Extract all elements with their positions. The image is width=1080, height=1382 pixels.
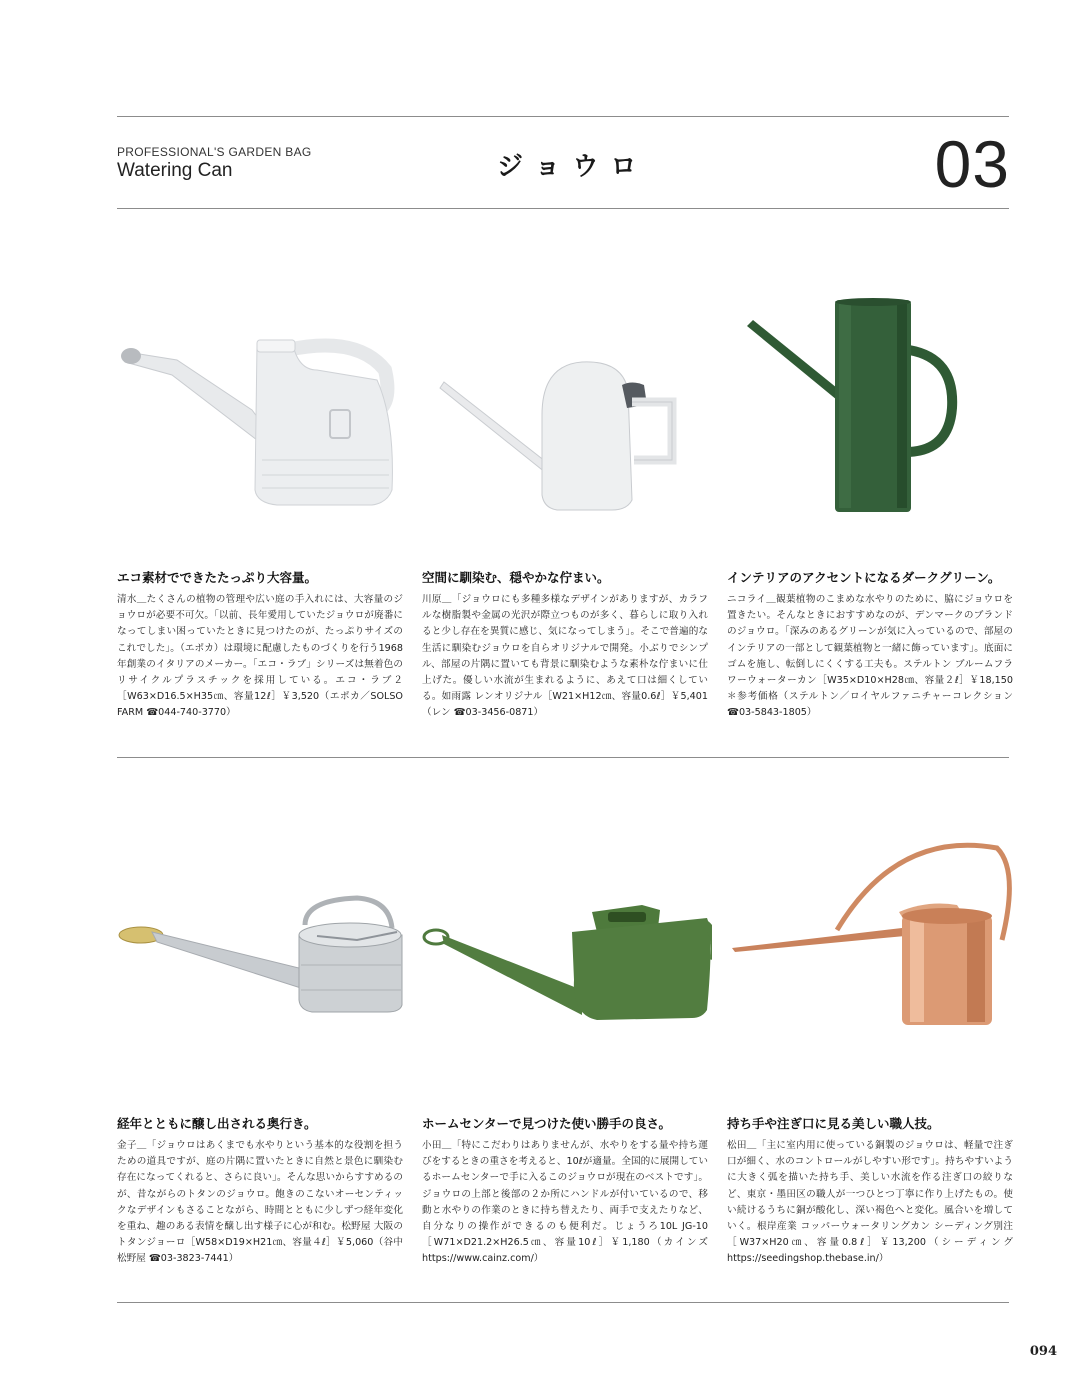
product-description: 小田＿「特にこだわりはありませんが、水やりをする量や持ち運びをするときの重さを考えると、10ℓが適量。全国的に展開しているホームセンターで手に入るこのジョウロが現在のベストです」。ジョウロの上部と後部の２か所にハンドルが付いているので、移動と水やりの作業のときに持ち替えたり、両手で支えたりなど、自分なりの操作ができるのも便利だ。じょうろ10L JG-10［W71×D21.2×H26.5㎝、容量10ℓ］￥1,180（カインズ https://www.cainz.com/） [422, 1140, 708, 1265]
product-heading: 持ち手や注ぎ口に見る美しい職人技。 [727, 1116, 940, 1131]
tin-watering-can-image [117, 840, 407, 1080]
product-description: 金子＿「ジョウロはあくまでも水やりという基本的な役割を担うための道具ですが、庭の片隅に置いたときに自然と景色に馴染む存在になってくれると、さらに良い」。そんな思いからすすめるのが、昔ながらのトタンのジョウロ。飽きのこないオーセンティックなデザインもさることながら、時間とともに少しずつ経年変化を重ね、趣のある表情を醸し出す様子に心が和む。松野屋 大阪のトタンジョーロ［W58×D19×H21㎝、容量４ℓ］￥5,060（谷中松野屋 ☎03-3823-7441） [117, 1140, 403, 1265]
header-bottom-rule [117, 208, 1009, 209]
product-description: 清水＿たくさんの植物の管理や広い庭の手入れには、大容量のジョウロが必要不可欠。「以前、長年愛用していたジョウロが廃番になってしまい困っていたときに見つけたのが、たっぷりサイズのこれでした」。（エポカ）は環境に配慮したものづくりを行う1968年創業のイタリアのメーカー。「エコ・ラブ」シリーズは無着色のリサイクルプラスチックを採用している。エコ・ラブ２［W63×D16.5×H35㎝、容量12ℓ］￥3,520（エポカ／SOLSO FARM ☎044-740-3770） [117, 594, 403, 719]
white-plastic-watering-can-image [117, 290, 407, 530]
japanese-title: ジョウロ [497, 152, 649, 182]
bottom-rule [117, 1302, 1009, 1303]
product-heading: ホームセンターで見つけた使い勝手の良さ。 [422, 1116, 672, 1131]
product-heading: 経年とともに醸し出される奥行き。 [117, 1116, 317, 1131]
copper-watering-can-image [727, 840, 1017, 1080]
product-heading: インテリアのアクセントになるダークグリーン。 [727, 570, 1001, 585]
top-rule [117, 116, 1009, 117]
product-heading: 空間に馴染む、穏やかな佇まい。 [422, 570, 610, 585]
product-description: 川原＿「ジョウロにも多種多様なデザインがありますが、カラフルな樹脂製や金属の光沢が際立つものが多く、暮らしに取り入れると少し存在を異質に感じ、気になってしまう」。そこで普遍的な生活に馴染むジョウロを自らオリジナルで開発。小ぶりでシンプル、部屋の片隅に置いても背景に馴染むような素朴な佇まいに仕上げた。優しい水流が生まれるように、あえて口は細くしている。如雨露 レンオリジナル［W21×H12㎝、容量0.6ℓ］￥5,401（レン ☎03-3456-0871） [422, 594, 708, 719]
middle-rule [117, 757, 1009, 758]
product-heading: エコ素材でできたたっぷり大容量。 [117, 570, 318, 585]
white-ceramic-watering-can-image [422, 290, 712, 530]
section-number: 03 [934, 127, 1010, 201]
green-plastic-watering-can-image [422, 840, 712, 1080]
product-description: 松田＿「主に室内用に使っている銅製のジョウロは、軽量で注ぎ口が細く、水のコントロールがしやすい形です」。持ちやすいように大きく弧を描いた持ち手、美しい水流を作る注ぎ口の絞りなど、東京・墨田区の職人が一つひとつ丁寧に作り上げたもの。使い続けるうちに銅が酸化し、深い褐色へと変化。風合いを増していく。根岸産業 コッパーウォータリングカン シーディング別注［W37×H20㎝、容量0.8ℓ］￥13,200（シーディング https://seedingshop.thebase.in/） [727, 1140, 1013, 1265]
page-number: 094 [1029, 1344, 1057, 1359]
section-title: Watering Can [117, 160, 233, 181]
product-description: ニコライ＿観葉植物のこまめな水やりのために、脇にジョウロを置きたい。そんなときにおすすめなのが、デンマークのブランドのジョウロ。「深みのあるグリーンが気に入っているので、部屋のインテリアの一部として観葉植物と一緒に飾っています」。底面にゴムを施し、転倒しにくくする工夫も。ステルトン ブルームフラワーウォーターカン［W35×D10×H28㎝、容量２ℓ］￥18,150＊参考価格（ステルトン／ロイヤルファニチャーコレクション ☎03-5843-1805） [727, 594, 1013, 719]
dark-green-watering-can-image [727, 290, 1017, 530]
section-subtitle: PROFESSIONAL'S GARDEN BAG [117, 145, 312, 159]
